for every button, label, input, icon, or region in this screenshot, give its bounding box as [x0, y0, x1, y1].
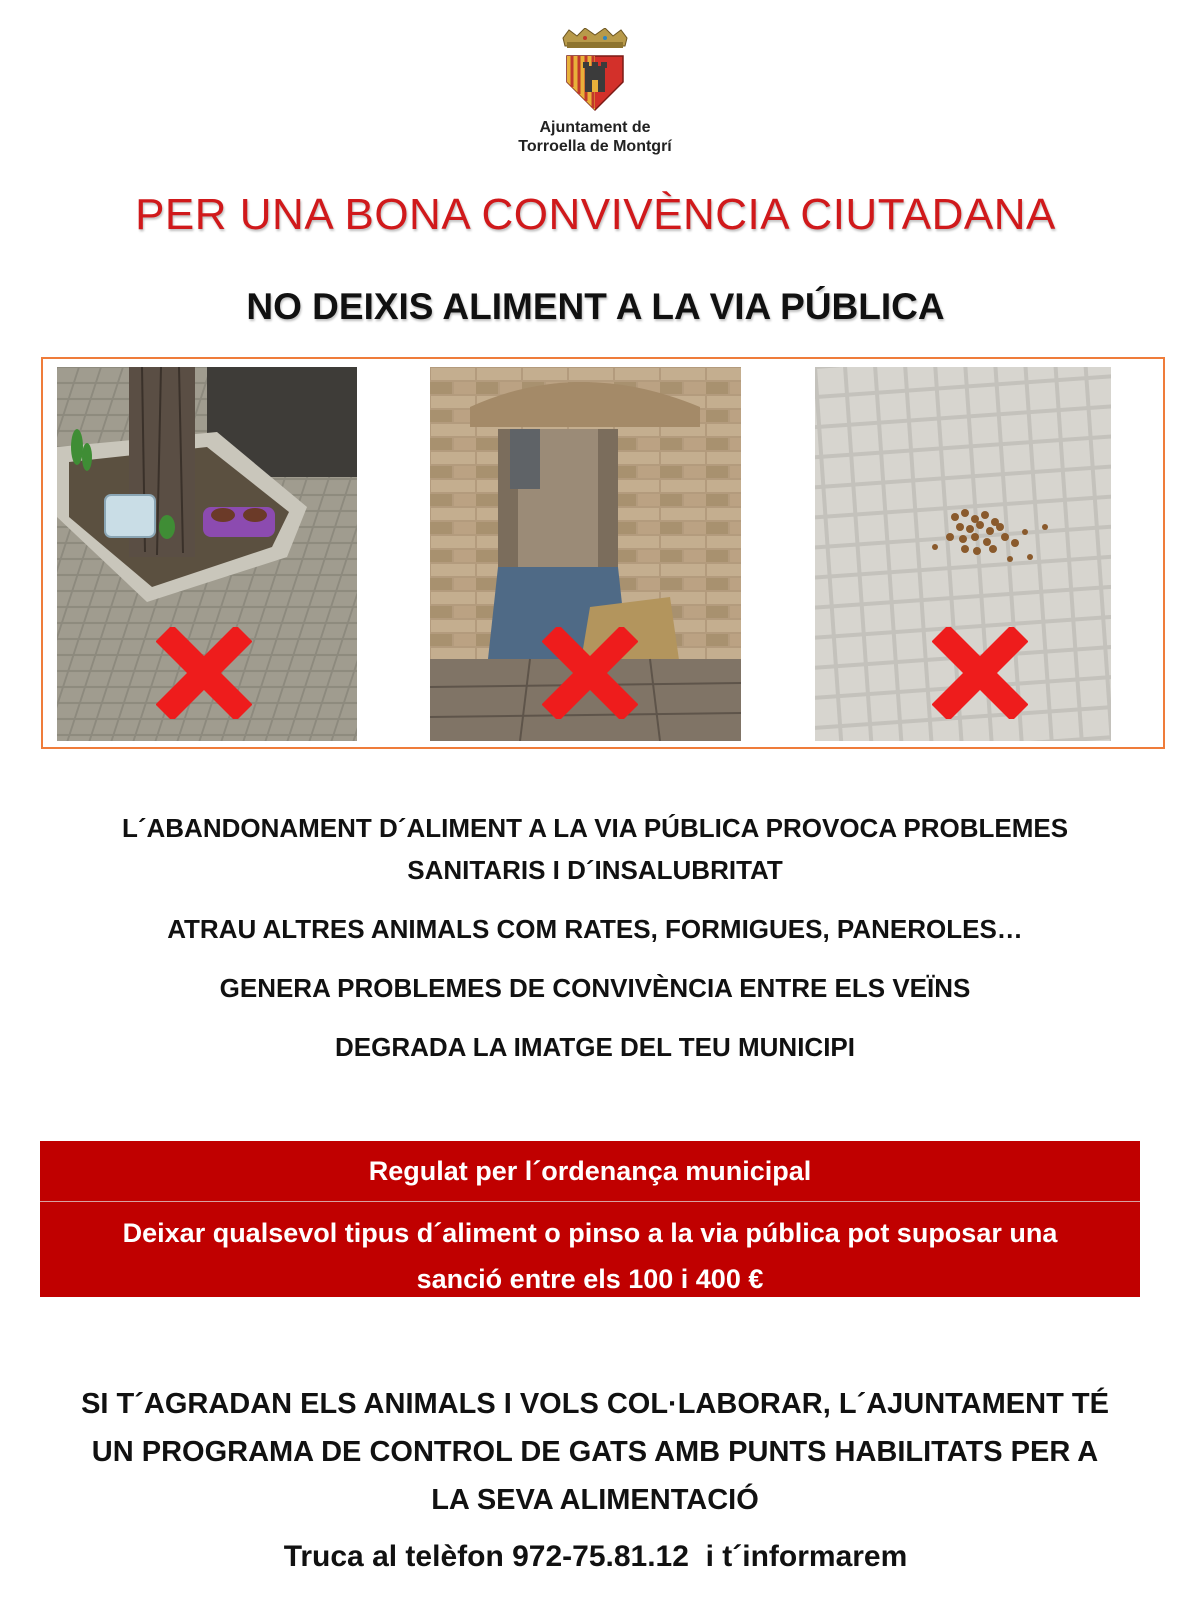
municipality-line-2: Torroella de Montgrí	[518, 138, 672, 155]
banner-line-2: sanció entre els 100 i 400 €	[416, 1264, 764, 1294]
sanction-banner	[40, 1141, 1140, 1297]
banner-body	[40, 1202, 1140, 1302]
red-cross-icon	[156, 627, 252, 724]
municipality-name	[420, 118, 770, 156]
reason-1-line-b: SANITARIS I D´INSALUBRITAT	[407, 855, 783, 885]
reason-4: DEGRADA LA IMATGE DEL TEU MUNICIPI	[335, 1032, 855, 1062]
collab-line-1: SI T´AGRADAN ELS ANIMALS I VOLS COL·LABORAR, L´AJUNTAMENT TÉ	[81, 1388, 1109, 1420]
poster-subtitle: NO DEIXIS ALIMENT A LA VIA PÚBLICA	[246, 286, 945, 327]
reason-3: GENERA PROBLEMES DE CONVIVÈNCIA ENTRE ELS VEÏNS	[219, 973, 971, 1003]
reason-2: ATRAU ALTRES ANIMALS COM RATES, FORMIGUES, PANEROLES…	[167, 914, 1023, 944]
banner-line-1: Deixar qualsevol tipus d´aliment o pinso a la via pública pot suposar una	[122, 1218, 1058, 1248]
red-cross-icon	[542, 627, 638, 724]
municipality-line-1: Ajuntament de	[539, 119, 651, 136]
phone-contact: Truca al telèfon 972-75.81.12 i t´informarem	[283, 1540, 908, 1573]
red-cross-icon	[932, 627, 1028, 724]
coat-of-arms-icon	[545, 28, 645, 112]
reasons-list	[60, 807, 1130, 1085]
poster-title: PER UNA BONA CONVIVÈNCIA CIUTADANA	[135, 190, 1056, 239]
reason-1	[60, 807, 1130, 891]
banner-heading: Regulat per l´ordenança municipal	[40, 1141, 1140, 1202]
reason-1-line-a: L´ABANDONAMENT D´ALIMENT A LA VIA PÚBLICA PROVOCA PROBLEMES	[121, 813, 1069, 843]
collaboration-text	[40, 1380, 1150, 1524]
collab-line-2: UN PROGRAMA DE CONTROL DE GATS AMB PUNTS HABILITATS PER A	[91, 1436, 1099, 1468]
collab-line-3: LA SEVA ALIMENTACIÓ	[431, 1484, 759, 1516]
